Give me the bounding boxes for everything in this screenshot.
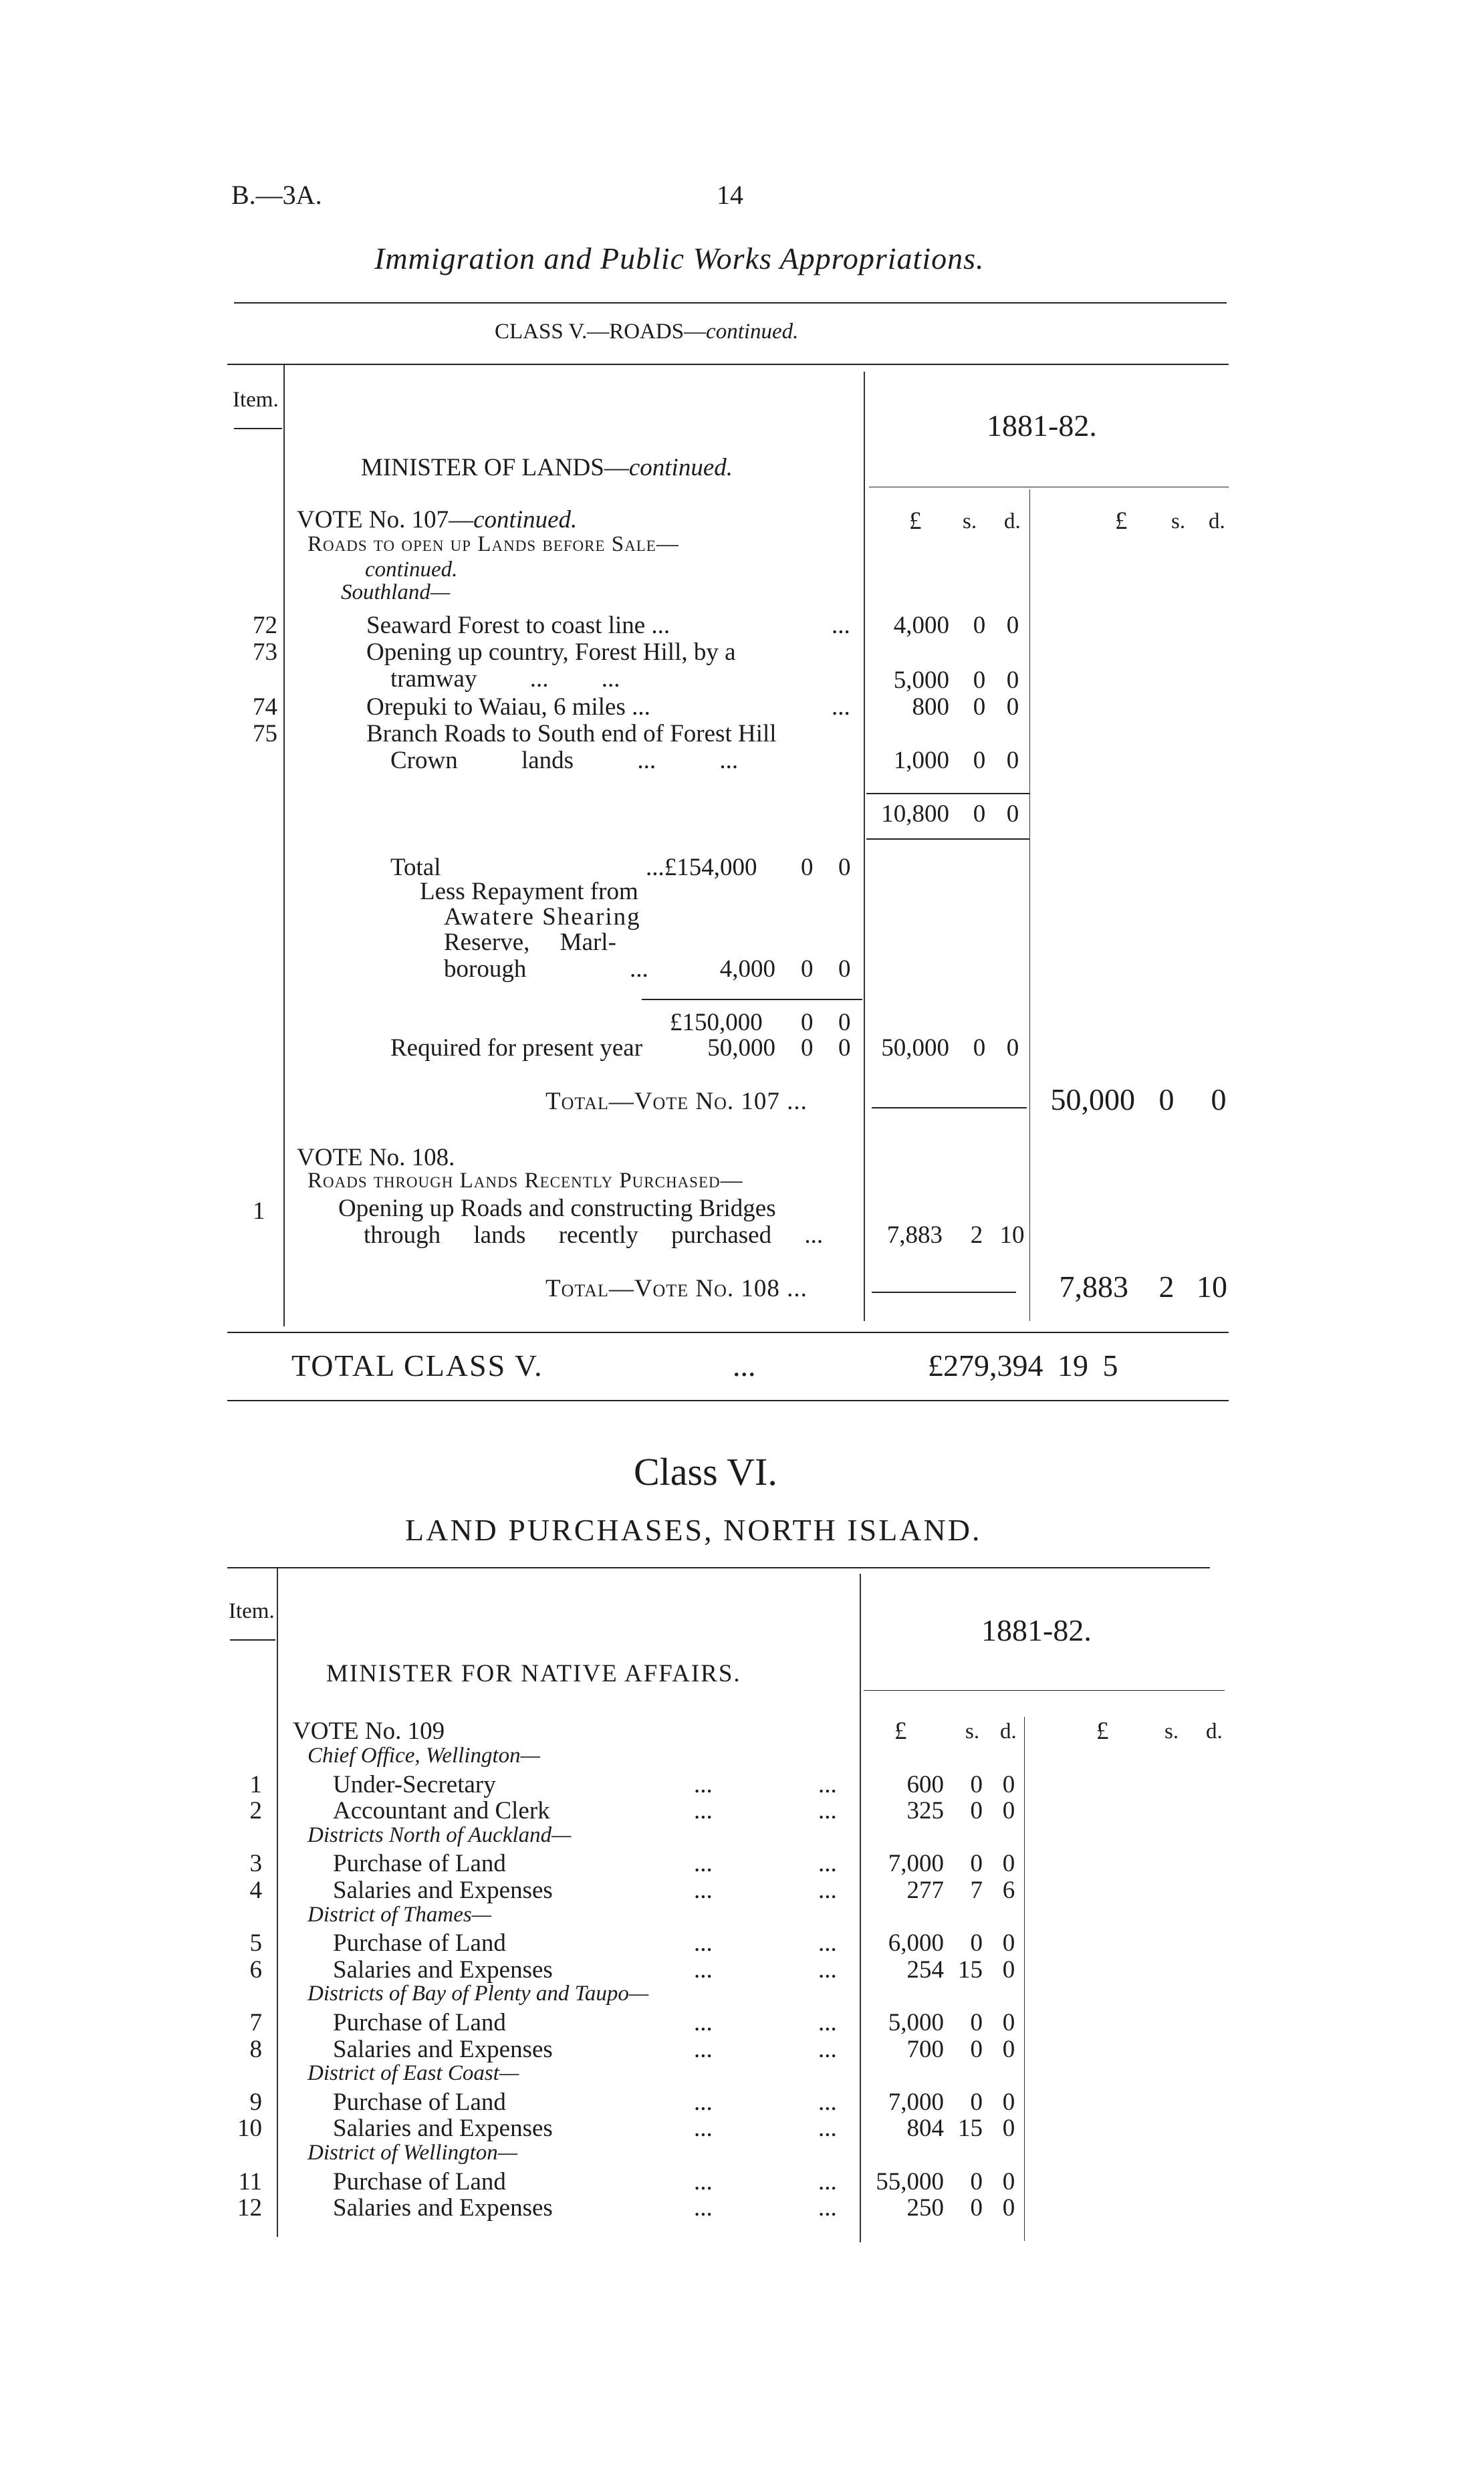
item-dots: ... [818, 1850, 837, 1877]
page-number: 14 [717, 180, 743, 210]
item-pence: 10 [999, 1221, 1025, 1249]
item-description: Salaries and Expenses [333, 2036, 553, 2063]
item-shillings: 0 [970, 1771, 983, 1798]
district-label: Districts of Bay of Plenty and Taupo— [307, 1982, 649, 2006]
class6-pounds-column-rule [860, 1574, 861, 2242]
item-dots: ... [694, 1929, 713, 1957]
vote107-title-text: VOTE No. 107— [297, 506, 474, 534]
calc-less-line: Less Repayment from [420, 878, 638, 905]
item-description: Purchase of Land [333, 2168, 506, 2196]
item-number: 75 [253, 720, 277, 747]
item-number: 73 [253, 638, 277, 666]
item-pounds: 6,000 [888, 1929, 944, 1957]
item-dots: ... [818, 2168, 837, 2196]
item-pence: 0 [1002, 1771, 1015, 1798]
item-number: 7 [249, 2009, 262, 2036]
item-description: Orepuki to Waiau, 6 miles ... [366, 693, 650, 721]
item-number: 74 [253, 693, 277, 721]
subtotal-shillings: 0 [973, 800, 986, 828]
item-shillings: 0 [973, 667, 986, 694]
vote109-title: VOTE No. 109 [293, 1718, 445, 1745]
item-pence: 0 [1006, 612, 1019, 639]
item-pounds: 7,883 [886, 1221, 943, 1249]
item-pounds: 800 [912, 693, 949, 721]
vote107-total-label: Total—Vote No. 107 ... [545, 1088, 808, 1115]
calc-required-shillings-col: 0 [973, 1034, 986, 1062]
calc-net-shillings: 0 [801, 1009, 814, 1036]
calc-total-pence: 0 [838, 854, 851, 881]
total-shillings-header: s. [1171, 509, 1186, 534]
item-dots: ... [694, 2009, 713, 2036]
item-pence: 0 [1006, 667, 1019, 694]
calc-less-line: Reserve, Marl- [444, 929, 616, 956]
item-pounds: 55,000 [876, 2168, 944, 2196]
item-pounds: 254 [906, 1956, 944, 1984]
item-description-cont: Crown lands ... ... [390, 747, 739, 774]
running-title: Immigration and Public Works Appropriations. [374, 241, 985, 275]
class5-total-dots: ... [733, 1348, 756, 1383]
calc-less-dots: ... [630, 955, 648, 983]
item-description: Salaries and Expenses [333, 1877, 553, 1904]
total-shillings-header: s. [1164, 1720, 1179, 1744]
vote107-subhead-continued: continued. [365, 558, 458, 582]
district-label: Districts North of Auckland— [307, 1823, 572, 1847]
class5-item-column-rule [283, 365, 285, 1326]
class6-item-label: Item. [229, 1599, 275, 1623]
shillings-header: s. [965, 1720, 980, 1744]
item-dots: ... [818, 1877, 837, 1904]
calc-required-shillings: 0 [801, 1034, 814, 1062]
class5-minister-text: MINISTER OF LANDS— [361, 454, 629, 481]
item-pounds: 1,000 [893, 747, 949, 774]
class5-pounds-column-rule [864, 372, 865, 1321]
calc-required-amount: 50,000 [707, 1034, 775, 1062]
district-label: Chief Office, Wellington— [307, 1744, 540, 1768]
item-description: Salaries and Expenses [333, 2115, 553, 2142]
class5-year: 1881-82. [987, 408, 1097, 443]
item-number: 3 [249, 1850, 262, 1877]
item-number: 1 [249, 1771, 262, 1798]
item-pounds: 5,000 [893, 667, 949, 694]
shillings-header: s. [963, 509, 977, 534]
calc-total-label: Total [390, 854, 441, 881]
class5-total-amount: £279,394 19 5 [928, 1348, 1118, 1383]
item-description: Branch Roads to South end of Forest Hill [366, 720, 777, 747]
calc-less-line: Awatere Shearing [444, 903, 641, 931]
item-number: 12 [237, 2194, 262, 2222]
total-pence-header: d. [1209, 509, 1225, 534]
item-dots: ... [832, 693, 850, 721]
item-dots: ... [694, 1850, 713, 1877]
district-label: District of Wellington— [307, 2141, 518, 2165]
class6-year-rule [864, 1690, 1225, 1691]
item-number: 72 [253, 612, 277, 639]
item-description: Purchase of Land [333, 2089, 506, 2116]
item-description: Purchase of Land [333, 2009, 506, 2036]
item-shillings: 2 [970, 1221, 983, 1249]
item-number: 9 [249, 2089, 262, 2116]
calc-total-shillings: 0 [801, 854, 814, 881]
item-dots: ... [694, 2168, 713, 2196]
item-pounds: 250 [906, 2194, 944, 2222]
item-shillings: 15 [958, 2115, 983, 2142]
class5-total-label: TOTAL CLASS V. [291, 1348, 543, 1383]
calc-net-pence: 0 [838, 1009, 851, 1036]
class6-table-top-rule [227, 1567, 1210, 1568]
subtotal-bottom-rule [866, 838, 1029, 840]
item-pounds: 5,000 [888, 2009, 944, 2036]
class6-subheading: LAND PURCHASES, NORTH ISLAND. [405, 1513, 982, 1547]
item-dots: ... [818, 1771, 837, 1798]
item-number: 8 [249, 2036, 262, 2063]
document-reference: B.—3A. [231, 180, 322, 210]
district-label: Southland— [341, 580, 451, 604]
item-shillings: 0 [970, 2036, 983, 2063]
district-label: District of East Coast— [307, 2061, 519, 2085]
class6-total-column-rule [1024, 1717, 1025, 2241]
item-dots: ... [818, 2036, 837, 2063]
item-pence: 0 [1002, 2089, 1015, 2116]
item-dots: ... [694, 2194, 713, 2222]
item-pounds: 4,000 [893, 612, 949, 639]
item-shillings: 0 [970, 2089, 983, 2116]
calc-less-pence: 0 [838, 955, 851, 983]
vote107-subhead: Roads to open up Lands before Sale— [307, 532, 679, 556]
item-dots: ... [832, 612, 850, 639]
item-shillings: 0 [970, 2009, 983, 2036]
vote107-total-pounds: 50,000 [1050, 1082, 1135, 1116]
vote108-subhead: Roads through Lands Recently Purchased— [307, 1169, 743, 1193]
item-pounds: 325 [906, 1797, 944, 1824]
item-pounds: 804 [906, 2115, 944, 2142]
item-dots: ... [818, 1929, 837, 1957]
item-description: Opening up country, Forest Hill, by a [366, 638, 736, 666]
class5-total-column-rule [1029, 489, 1030, 1321]
vote107-total-pence: 0 [1211, 1082, 1227, 1116]
item-shillings: 0 [973, 747, 986, 774]
item-dots: ... [694, 1771, 713, 1798]
item-pence: 0 [1002, 2168, 1015, 2196]
class6-minister: MINISTER FOR NATIVE AFFAIRS. [326, 1660, 741, 1687]
item-pounds: 600 [906, 1771, 944, 1798]
item-shillings: 15 [958, 1956, 983, 1984]
class5-heading-continued: continued. [706, 320, 799, 344]
item-pence: 0 [1002, 1929, 1015, 1957]
item-number: 2 [249, 1797, 262, 1824]
class6-item-column-rule [277, 1568, 278, 2237]
item-dots: ... [694, 1877, 713, 1904]
item-shillings: 0 [970, 1797, 983, 1824]
class5-item-label: Item. [233, 388, 279, 412]
vote108-total-label: Total—Vote No. 108 ... [545, 1275, 808, 1302]
item-pounds: 277 [906, 1877, 944, 1904]
item-pence: 0 [1002, 2194, 1015, 2222]
item-description-cont: tramway ... ... [390, 665, 620, 693]
calc-rule [642, 999, 862, 1000]
class5-heading [495, 320, 798, 344]
subtotal-rule [866, 793, 1029, 794]
vote108-title: VOTE No. 108. [297, 1144, 455, 1171]
item-pounds: 7,000 [888, 2089, 944, 2116]
class5-total-top-rule [227, 1332, 1229, 1333]
pence-header: d. [1004, 509, 1021, 534]
total-pound-sign-header: £ [1115, 507, 1128, 535]
total-pound-sign-header: £ [1096, 1718, 1109, 1745]
item-pence: 0 [1006, 747, 1019, 774]
calc-less-amount: 4,000 [719, 955, 775, 983]
item-number: 1 [253, 1197, 265, 1225]
item-dots: ... [818, 2115, 837, 2142]
item-shillings: 0 [970, 1929, 983, 1957]
calc-required-label: Required for present year [390, 1034, 643, 1062]
vote108-total-pounds: 7,883 [1059, 1270, 1128, 1304]
pound-sign-header: £ [894, 1718, 907, 1745]
item-shillings: 0 [970, 1850, 983, 1877]
item-shillings: 0 [973, 612, 986, 639]
item-shillings: 0 [970, 2168, 983, 2196]
item-description: Accountant and Clerk [333, 1797, 550, 1824]
calc-less-line: borough [444, 955, 527, 983]
item-pence: 0 [1002, 1956, 1015, 1984]
item-description: Under-Secretary [333, 1771, 496, 1798]
calc-required-pounds-col: 50,000 [881, 1034, 949, 1062]
item-description: Purchase of Land [333, 1850, 506, 1877]
vote107-title [297, 505, 577, 534]
district-label: District of Thames— [307, 1903, 492, 1927]
total-pence-header: d. [1206, 1720, 1223, 1744]
item-dots: ... [818, 2009, 837, 2036]
item-dots: ... [818, 2089, 837, 2116]
class6-heading: Class VI. [634, 1450, 777, 1494]
item-description: Opening up Roads and constructing Bridges [338, 1195, 776, 1222]
vote108-total-rule [872, 1292, 1016, 1293]
vote107-title-continued: continued. [473, 506, 578, 534]
subtotal-pounds: 10,800 [881, 800, 949, 828]
class5-heading-text: CLASS V.—ROADS— [495, 320, 707, 344]
vote108-total-pence: 10 [1197, 1270, 1227, 1304]
pound-sign-header: £ [909, 507, 922, 535]
item-number: 5 [249, 1929, 262, 1957]
item-shillings: 0 [970, 2194, 983, 2222]
item-description: Salaries and Expenses [333, 2194, 553, 2222]
item-dots: ... [694, 2089, 713, 2116]
item-pence: 0 [1002, 1797, 1015, 1824]
calc-total-amount: ...£154,000 [646, 854, 757, 881]
class6-year: 1881-82. [981, 1613, 1092, 1647]
calc-less-shillings: 0 [801, 955, 814, 983]
item-pounds: 700 [906, 2036, 944, 2063]
class5-total-bottom-rule [227, 1400, 1229, 1401]
class5-minister-continued: continued. [628, 454, 733, 481]
item-dots: ... [818, 1956, 837, 1984]
calc-required-pence: 0 [838, 1034, 851, 1062]
item-dots: ... [694, 1797, 713, 1824]
item-description-cont: through lands recently purchased ... [364, 1221, 824, 1249]
item-number: 6 [249, 1956, 262, 1984]
calc-net-amount: £150,000 [670, 1009, 763, 1036]
item-dots: ... [694, 2115, 713, 2142]
item-shillings: 0 [973, 693, 986, 721]
item-dots: ... [694, 2036, 713, 2063]
pence-header: d. [1000, 1720, 1017, 1744]
item-number: 11 [238, 2168, 262, 2196]
item-description: Purchase of Land [333, 1929, 506, 1957]
calc-required-pence-col: 0 [1006, 1034, 1019, 1062]
title-rule [234, 302, 1227, 304]
item-number: 10 [237, 2115, 262, 2142]
item-pence: 0 [1002, 2009, 1015, 2036]
vote107-total-shillings: 0 [1158, 1082, 1174, 1116]
item-pence: 0 [1002, 2115, 1015, 2142]
item-shillings: 7 [970, 1877, 983, 1904]
item-dots: ... [694, 1956, 713, 1984]
class5-table-top-rule [227, 364, 1229, 365]
item-dots: ... [818, 1797, 837, 1824]
item-pence: 0 [1002, 2036, 1015, 2063]
item-number: 4 [249, 1877, 262, 1904]
class6-item-label-rule [230, 1639, 275, 1641]
class5-minister [361, 453, 733, 482]
vote107-total-rule [872, 1107, 1027, 1108]
item-description: Seaward Forest to coast line ... [366, 612, 670, 639]
item-pence: 6 [1002, 1877, 1015, 1904]
item-pence: 0 [1002, 1850, 1015, 1877]
item-description: Salaries and Expenses [333, 1956, 553, 1984]
subtotal-pence: 0 [1006, 800, 1019, 828]
item-dots: ... [818, 2194, 837, 2222]
class5-item-label-rule [234, 428, 282, 429]
item-pounds: 7,000 [888, 1850, 944, 1877]
vote108-total-shillings: 2 [1158, 1270, 1174, 1304]
item-pence: 0 [1006, 693, 1019, 721]
